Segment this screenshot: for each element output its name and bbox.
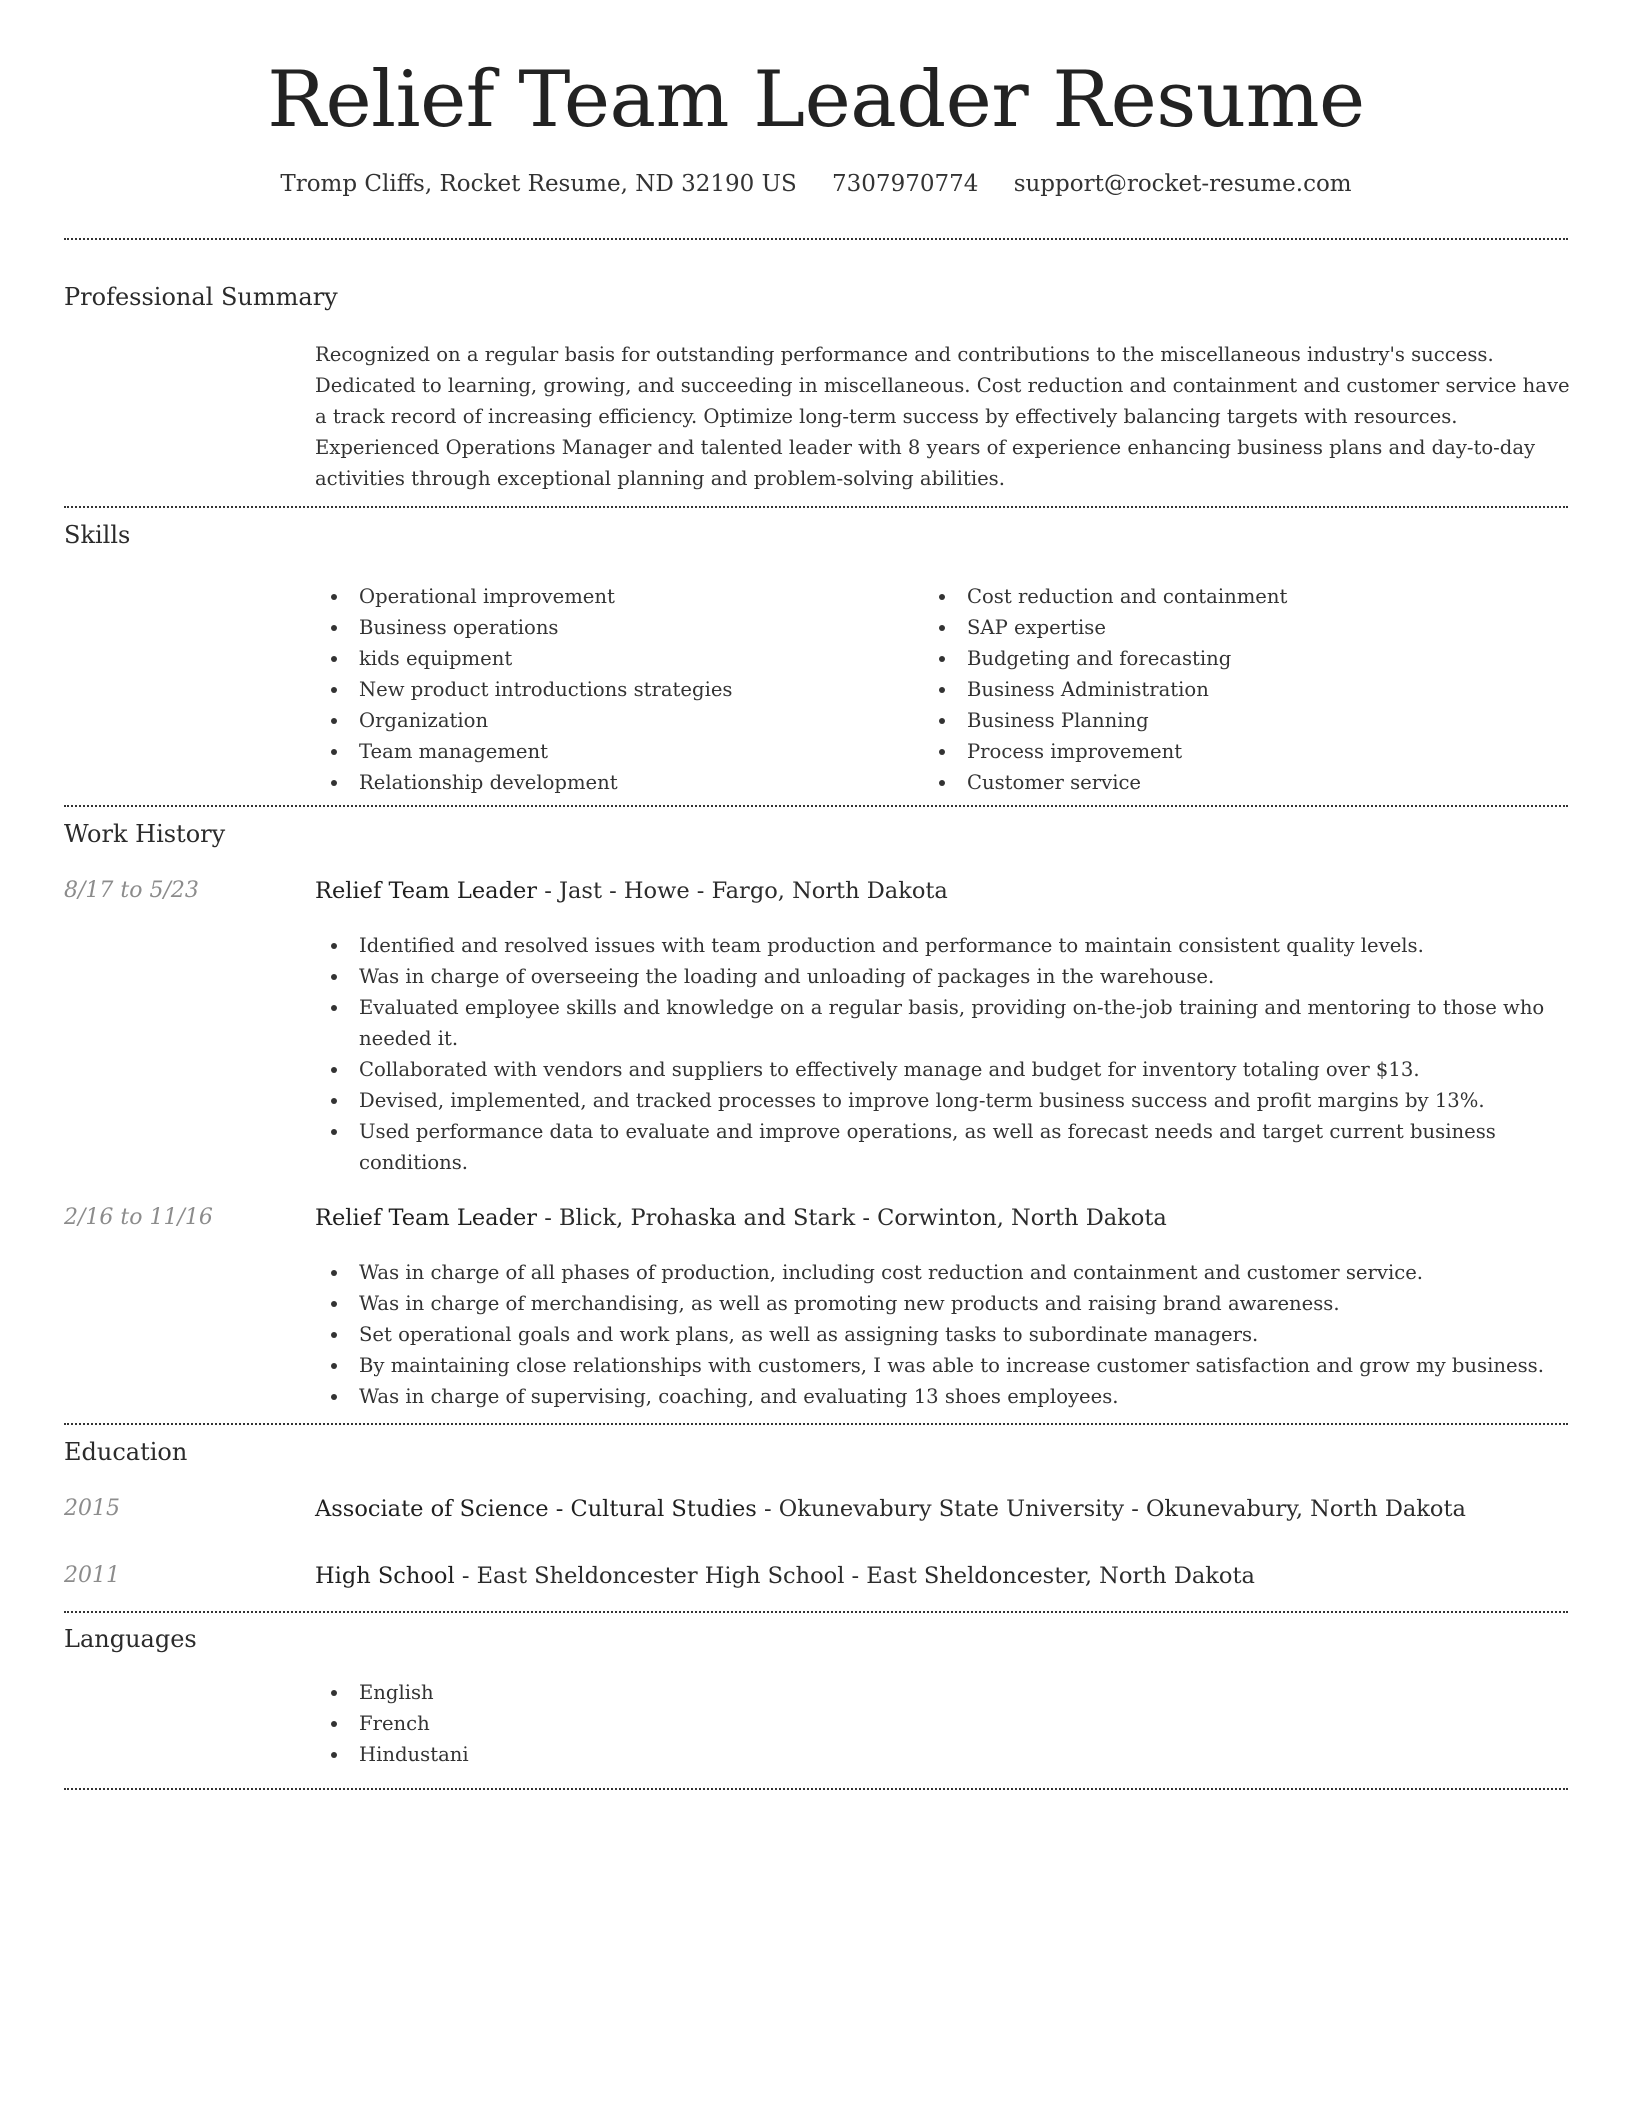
- education-year: 2015: [64, 1496, 120, 1521]
- job-heading: [315, 1202, 1167, 1234]
- skill-item: Team management: [315, 736, 915, 767]
- divider: [64, 238, 1568, 240]
- education-heading: [315, 1493, 1466, 1525]
- job-employer: - Jast - Howe - Fargo, North Dakota: [537, 878, 948, 904]
- divider: [64, 1788, 1568, 1790]
- skill-item: kids equipment: [315, 643, 915, 674]
- job-bullets: [315, 930, 1575, 1178]
- summary-text: Recognized on a regular basis for outstanding performance and contributions to the miscellaneous industry's success. Dedicated to learning, growing, and succeeding in miscellaneous. Cost reduction and containment and customer service have a track record of increasing efficiency. Optimize long-term success by effectively balancing targets with resources. Experienced Operations Manager and talented leader with 8 years of experience enhancing business plans and day-to-day activities through exceptional planning and problem-solving abilities.: [315, 343, 1570, 490]
- job-employer: - Blick, Prohaska and Stark - Corwinton, North Dakota: [537, 1205, 1167, 1231]
- section-title-work: Work History: [64, 820, 226, 848]
- skills-column-left: [315, 581, 915, 798]
- job-role: Relief Team Leader: [315, 1205, 538, 1231]
- job-bullet: Identified and resolved issues with team production and performance to maintain consistent quality levels.: [315, 930, 1575, 961]
- education-heading: [315, 1560, 1255, 1592]
- divider: [64, 506, 1568, 508]
- job-dates: 8/17 to 5/23: [64, 878, 199, 903]
- section-title-education: Education: [64, 1438, 188, 1466]
- job-role: Relief Team Leader: [315, 878, 538, 904]
- skill-item: Business operations: [315, 612, 915, 643]
- skill-item: Organization: [315, 705, 915, 736]
- divider: [64, 1423, 1568, 1425]
- divider: [64, 805, 1568, 807]
- languages-list: [315, 1677, 1575, 1770]
- education-school: - Okunevabury State University - Okunevabury, North Dakota: [756, 1496, 1466, 1522]
- skill-item: Cost reduction and containment: [923, 581, 1563, 612]
- section-title-skills: Skills: [64, 521, 131, 549]
- contact-address: Tromp Cliffs, Rocket Resume, ND 32190 US: [280, 171, 797, 197]
- job-bullet: Was in charge of overseeing the loading and unloading of packages in the warehouse.: [315, 961, 1575, 992]
- skills-column-right: [923, 581, 1563, 798]
- skill-item: Customer service: [923, 767, 1563, 798]
- education-degree: High School: [315, 1563, 455, 1589]
- contact-line: [0, 168, 1632, 200]
- job-dates: 2/16 to 11/16: [64, 1205, 213, 1230]
- skill-item: Operational improvement: [315, 581, 915, 612]
- skill-item: Business Administration: [923, 674, 1563, 705]
- contact-phone: 7307970774: [832, 171, 979, 197]
- skill-item: Business Planning: [923, 705, 1563, 736]
- job-bullet: Was in charge of all phases of production, including cost reduction and containment and customer service.: [315, 1257, 1575, 1288]
- job-bullets: [315, 1257, 1575, 1412]
- skill-item: SAP expertise: [923, 612, 1563, 643]
- skill-item: Budgeting and forecasting: [923, 643, 1563, 674]
- language-item: English: [315, 1677, 1575, 1708]
- job-bullet: Devised, implemented, and tracked processes to improve long-term business success and profit margins by 13%.: [315, 1085, 1575, 1116]
- job-heading: [315, 875, 948, 907]
- language-item: French: [315, 1708, 1575, 1739]
- job-bullet: Was in charge of merchandising, as well as promoting new products and raising brand awareness.: [315, 1288, 1575, 1319]
- language-item: Hindustani: [315, 1739, 1575, 1770]
- section-title-summary: Professional Summary: [64, 283, 338, 311]
- education-school: - East Sheldoncester High School - East Sheldoncester, North Dakota: [454, 1563, 1255, 1589]
- resume-title: Relief Team Leader Resume: [267, 55, 1365, 145]
- section-title-languages: Languages: [64, 1625, 197, 1653]
- job-bullet: Set operational goals and work plans, as well as assigning tasks to subordinate managers.: [315, 1319, 1575, 1350]
- job-bullet: Used performance data to evaluate and improve operations, as well as forecast needs and target current business conditions.: [315, 1116, 1575, 1178]
- job-bullet: Was in charge of supervising, coaching, and evaluating 13 shoes employees.: [315, 1381, 1575, 1412]
- divider: [64, 1611, 1568, 1613]
- job-bullet: Evaluated employee skills and knowledge on a regular basis, providing on-the-job training and mentoring to those who needed it.: [315, 992, 1575, 1054]
- skill-item: Process improvement: [923, 736, 1563, 767]
- skill-item: Relationship development: [315, 767, 915, 798]
- job-bullet: By maintaining close relationships with customers, I was able to increase customer satisfaction and grow my business.: [315, 1350, 1575, 1381]
- education-year: 2011: [64, 1563, 120, 1588]
- skill-item: New product introductions strategies: [315, 674, 915, 705]
- education-degree: Associate of Science - Cultural Studies: [315, 1496, 757, 1522]
- job-bullet: Collaborated with vendors and suppliers to effectively manage and budget for inventory totaling over $13.: [315, 1054, 1575, 1085]
- contact-email: support@rocket-resume.com: [1013, 171, 1352, 197]
